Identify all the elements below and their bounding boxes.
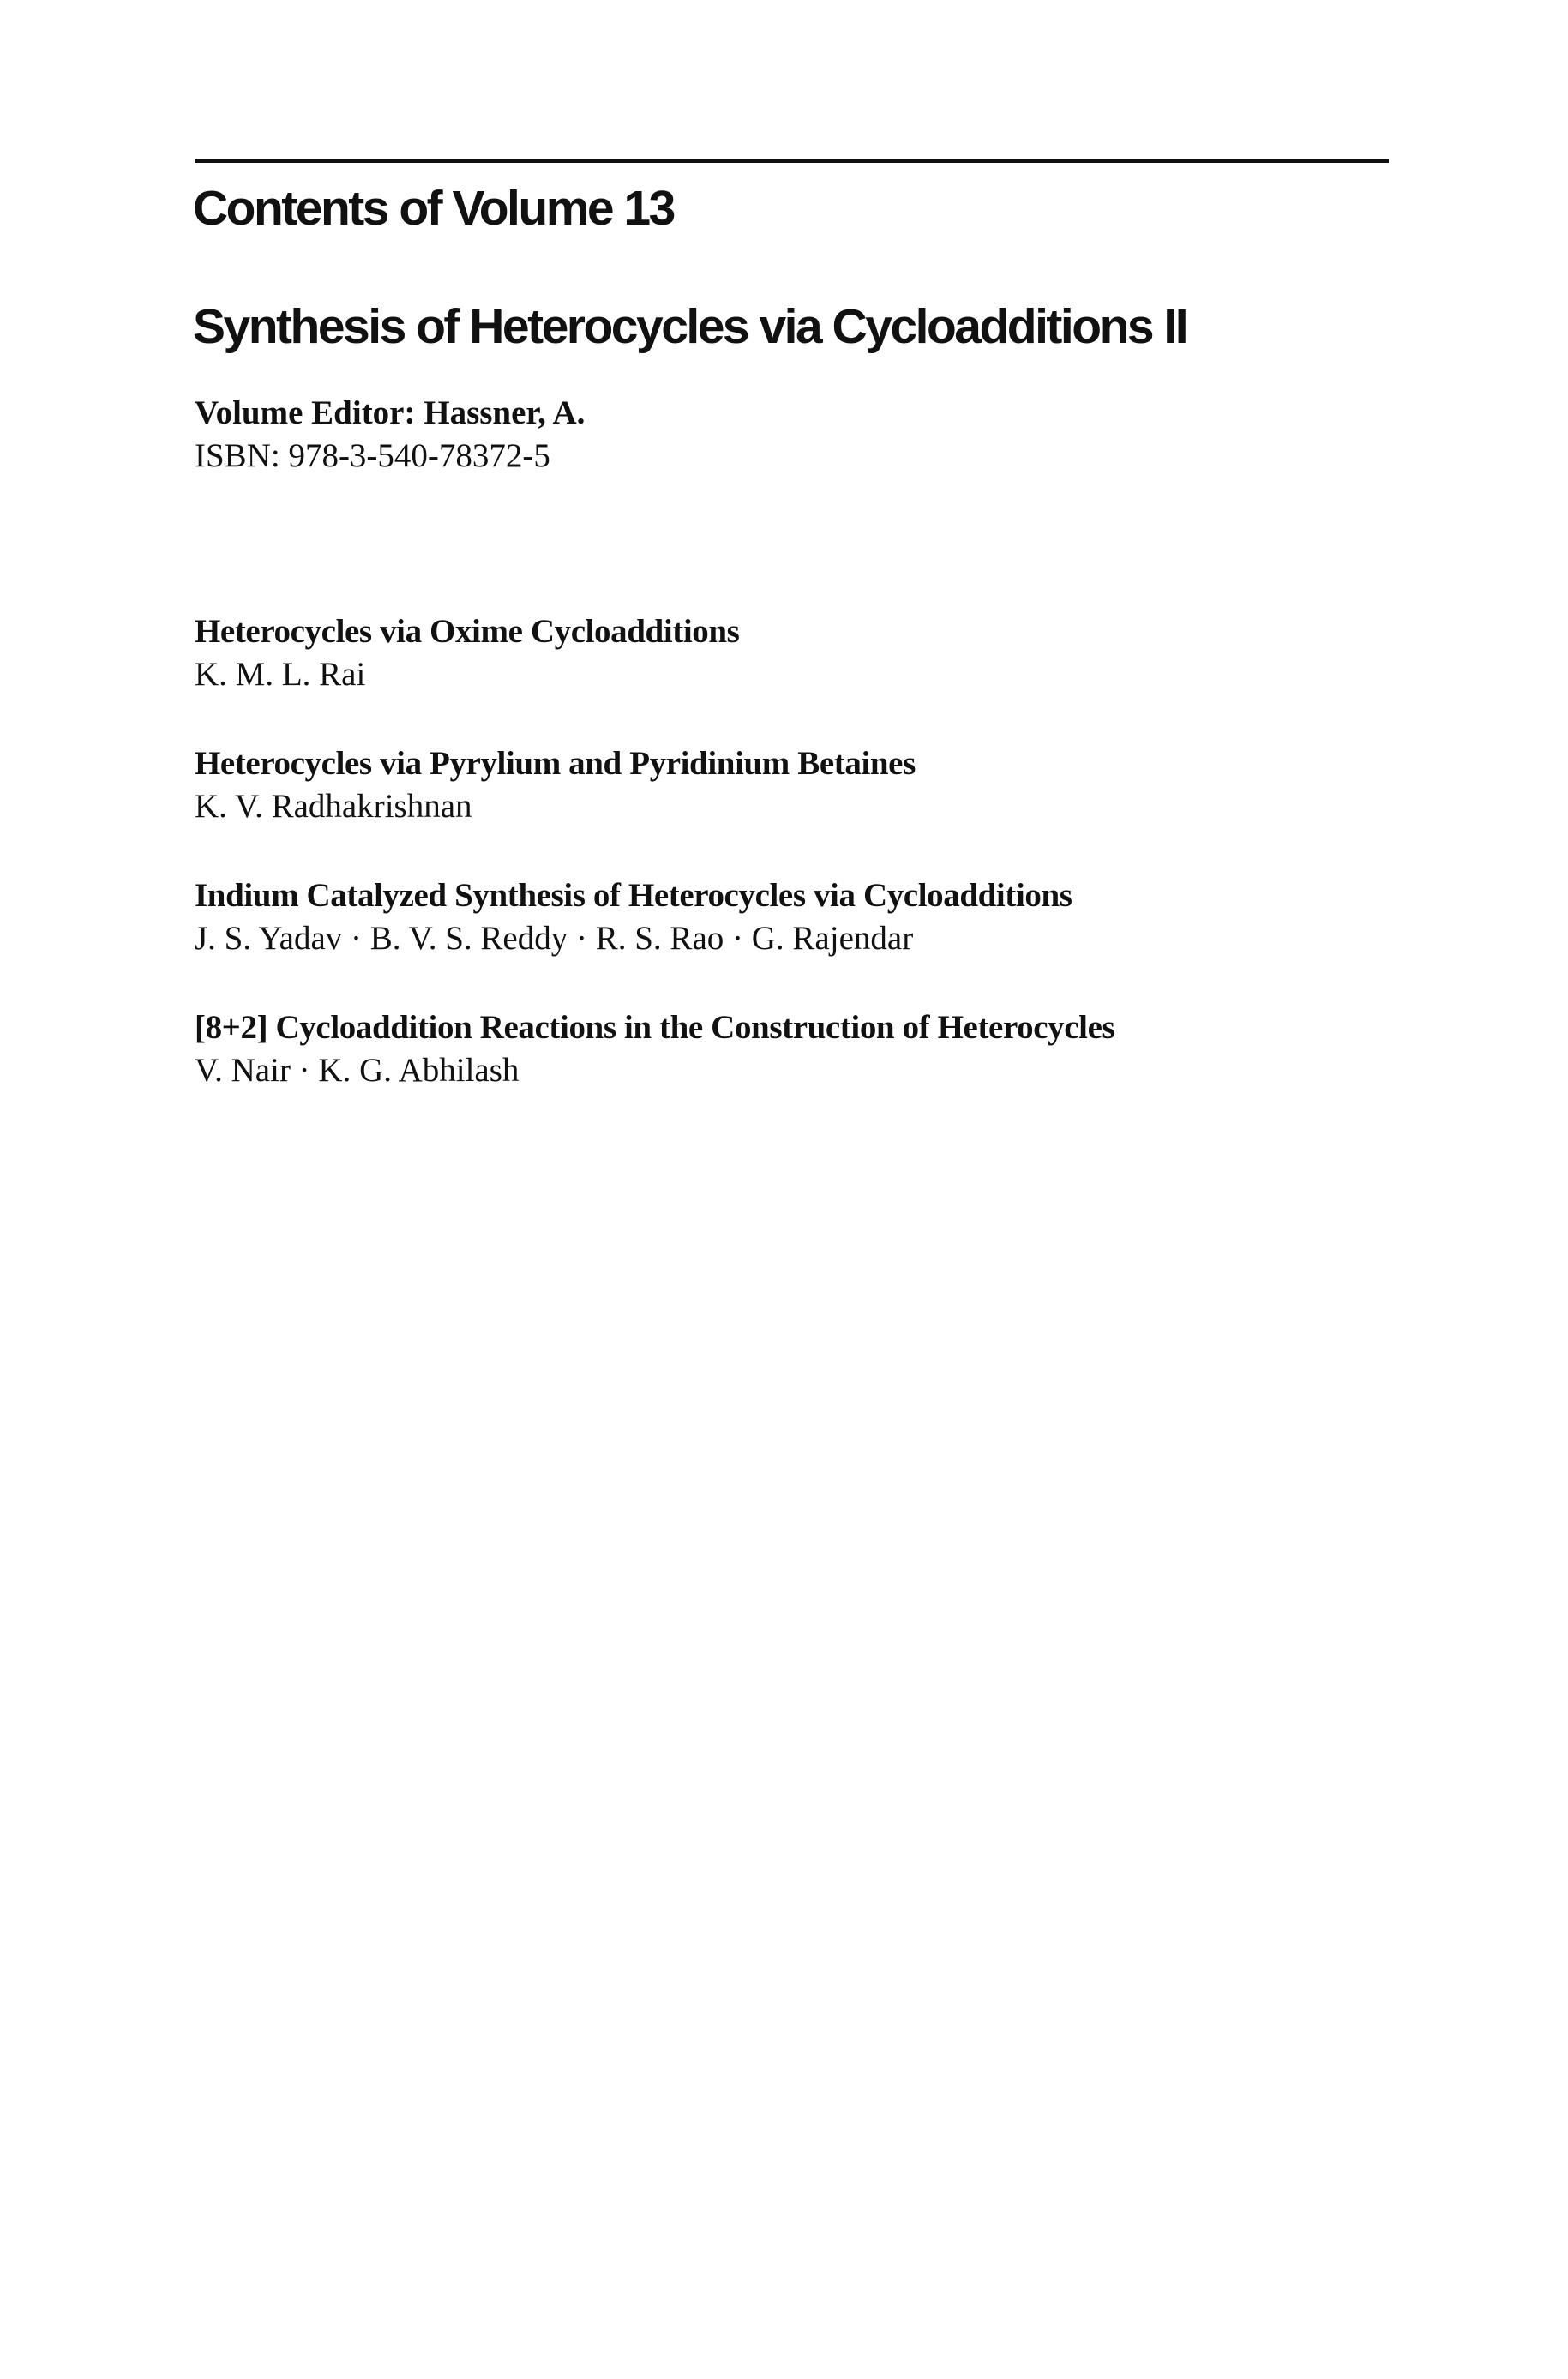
contents-entry <box>195 610 1389 742</box>
volume-editor: Volume Editor: Hassner, A. <box>195 394 586 431</box>
contents-entry <box>195 1006 1389 1138</box>
chapter-authors: K. M. L. Rai <box>195 656 366 693</box>
contents-list <box>195 610 1389 1138</box>
contents-heading: Contents of Volume 13 <box>193 181 674 236</box>
volume-title: Synthesis of Heterocycles via Cycloadditions II <box>193 299 1187 354</box>
chapter-authors: V. Nair · K. G. Abhilash <box>195 1052 520 1089</box>
chapter-authors: J. S. Yadav · B. V. S. Reddy · R. S. Rao · G. Rajendar <box>195 920 914 957</box>
chapter-title: [8+2] Cycloaddition Reactions in the Construction of Heterocycles <box>195 1009 1115 1046</box>
chapter-authors: K. V. Radhakrishnan <box>195 788 472 825</box>
top-rule-divider <box>195 159 1389 163</box>
contents-entry <box>195 874 1389 1006</box>
chapter-title: Heterocycles via Pyrylium and Pyridinium Betaines <box>195 745 916 782</box>
contents-entry <box>195 742 1389 874</box>
chapter-title: Indium Catalyzed Synthesis of Heterocycles via Cycloadditions <box>195 877 1072 914</box>
isbn: ISBN: 978-3-540-78372-5 <box>195 437 550 474</box>
chapter-title: Heterocycles via Oxime Cycloadditions <box>195 613 740 650</box>
